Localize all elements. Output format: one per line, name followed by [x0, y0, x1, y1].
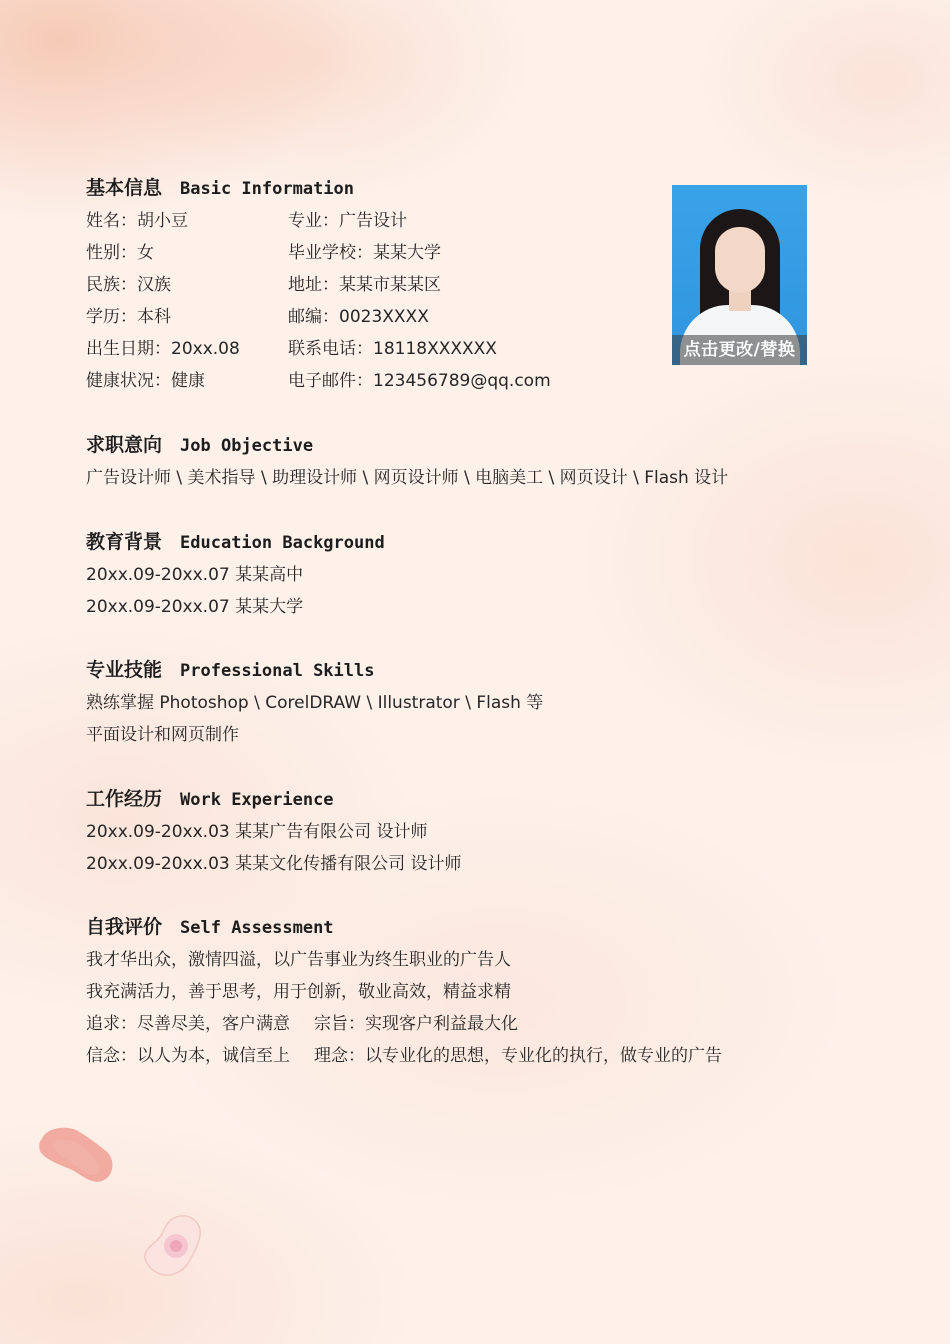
self-item-text-secondary: 宗旨：实现客户利益最大化: [314, 1014, 518, 1034]
info-name: 姓名：胡小豆: [86, 211, 188, 231]
profile-photo[interactable]: [672, 185, 807, 365]
self-item-text: 追求：尽善尽美，客户满意: [86, 1014, 290, 1034]
heading-cn: 工作经历: [86, 788, 163, 810]
heading-en: Professional Skills: [180, 661, 375, 681]
self-item-text: 信念：以人为本，诚信至上: [86, 1046, 290, 1066]
info-address: 地址：某某市某某区: [288, 275, 441, 295]
work-item: 20xx.09-20xx.03 某某文化传播有限公司 设计师: [86, 854, 462, 874]
section-work-experience: [86, 784, 462, 880]
heading-cn: 自我评价: [86, 916, 163, 938]
heading-cn: 教育背景: [86, 531, 163, 553]
self-item-text-secondary: 理念：以专业化的思想，专业化的执行，做专业的广告: [314, 1046, 722, 1066]
info-school: 毕业学校：某某大学: [288, 243, 441, 263]
heading-cn: 专业技能: [86, 659, 163, 681]
heading-en: Education Background: [180, 533, 385, 553]
petal-decoration-icon: [36, 1125, 118, 1187]
self-item: [86, 1008, 722, 1040]
section-basic-info: [86, 173, 608, 397]
section-heading: [86, 655, 543, 685]
info-email: 电子邮件：123456789@qq.com: [288, 371, 551, 391]
heading-en: Job Objective: [180, 436, 314, 456]
section-heading: [86, 430, 728, 460]
heading-cn: 求职意向: [86, 434, 163, 456]
heading-en: Work Experience: [180, 790, 334, 810]
skills-item: 平面设计和网页制作: [86, 725, 239, 745]
self-item-text: 我充满活力，善于思考，用于创新，敬业高效，精益求精: [86, 982, 511, 1002]
education-item: 20xx.09-20xx.07 某某高中: [86, 565, 304, 585]
photo-replace-caption[interactable]: 点击更改/替换: [672, 335, 807, 365]
heading-cn: 基本信息: [86, 177, 163, 199]
self-item-text: 我才华出众，激情四溢，以广告事业为终生职业的广告人: [86, 950, 511, 970]
self-item: [86, 944, 722, 976]
basic-info-grid: [86, 205, 608, 397]
info-birth: 出生日期：20xx.08: [86, 339, 240, 359]
section-skills: [86, 655, 543, 751]
work-item: 20xx.09-20xx.03 某某广告有限公司 设计师: [86, 822, 428, 842]
section-job-objective: [86, 430, 728, 494]
heading-en: Basic Information: [180, 179, 355, 199]
skills-item: 熟练掌握 Photoshop \ CorelDRAW \ Illustrator \ Flash 等: [86, 693, 544, 713]
info-degree: 学历：本科: [86, 307, 171, 327]
info-postcode: 邮编：0023XXXX: [288, 307, 429, 327]
self-item: [86, 976, 722, 1008]
section-heading: [86, 527, 385, 557]
self-item: [86, 1040, 722, 1072]
education-item: 20xx.09-20xx.07 某某大学: [86, 597, 304, 617]
flower-decoration-icon: [140, 1212, 206, 1282]
info-ethnicity: 民族：汉族: [86, 275, 171, 295]
section-self-assessment: [86, 912, 722, 1072]
info-health: 健康状况：健康: [86, 371, 205, 391]
info-major: 专业：广告设计: [288, 211, 407, 231]
section-heading: [86, 173, 608, 203]
info-gender: 性别：女: [86, 243, 154, 263]
objective-text: 广告设计师 \ 美术指导 \ 助理设计师 \ 网页设计师 \ 电脑美工 \ 网页设计 \ Flash 设计: [86, 468, 729, 488]
info-phone: 联系电话：18118XXXXXX: [288, 339, 497, 359]
section-education: [86, 527, 385, 623]
section-heading: [86, 912, 722, 942]
heading-en: Self Assessment: [180, 918, 334, 938]
section-heading: [86, 784, 462, 814]
